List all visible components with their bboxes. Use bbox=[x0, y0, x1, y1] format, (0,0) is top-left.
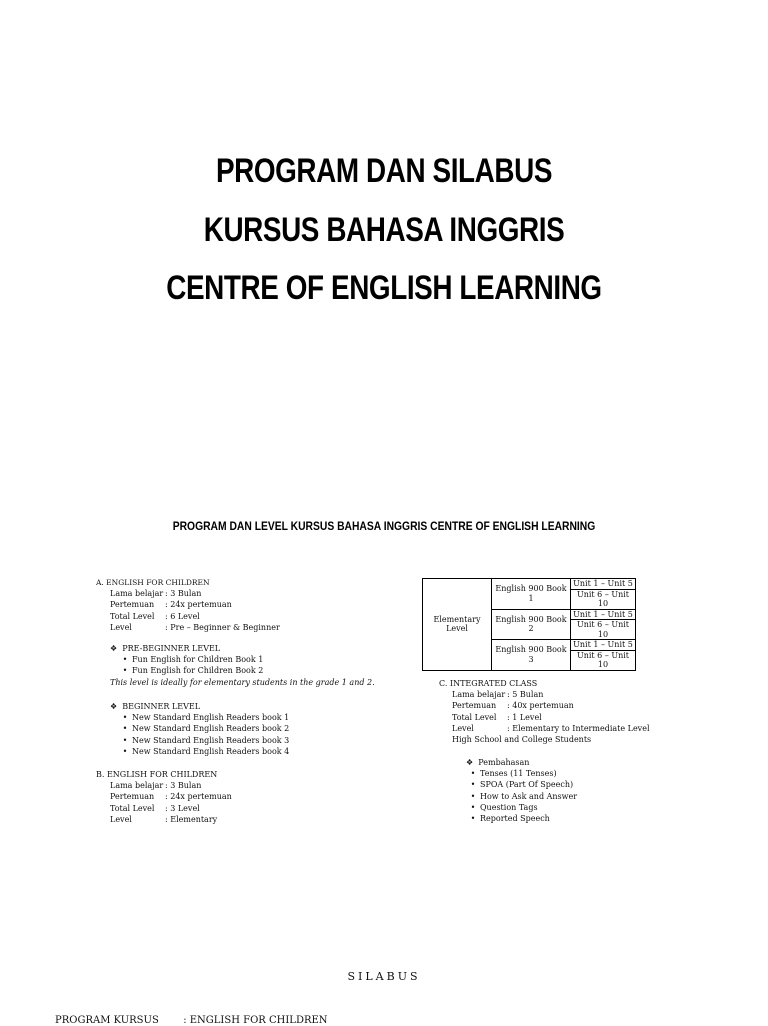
unit-cell: Unit 1 – Unit 5 bbox=[571, 579, 636, 590]
list-item-text: Question Tags bbox=[480, 802, 538, 812]
list-item bbox=[466, 768, 577, 779]
bullet-icon: • bbox=[470, 802, 476, 812]
list-item-text: How to Ask and Answer bbox=[480, 791, 578, 801]
audience-text: High School and College Students bbox=[452, 735, 592, 745]
list-item-text: SPOA (Part Of Speech) bbox=[480, 780, 574, 790]
info-value: : Pre – Beginner & Beginner bbox=[165, 622, 280, 632]
list-item-text: New Standard English Readers book 1 bbox=[132, 713, 290, 723]
info-row bbox=[110, 780, 232, 791]
diamond-bullet-icon: ❖ bbox=[466, 758, 474, 767]
bullet-icon: • bbox=[470, 769, 476, 779]
list-item-text: Tenses (11 Tenses) bbox=[480, 769, 557, 779]
info-row bbox=[110, 599, 280, 610]
section-c-heading: C. INTEGRATED CLASS bbox=[439, 679, 538, 688]
pembahasan-block bbox=[466, 757, 577, 824]
bullet-icon: • bbox=[122, 713, 128, 723]
title-line-1: PROGRAM DAN SILABUS bbox=[215, 152, 553, 190]
section-c bbox=[439, 678, 650, 745]
info-value: : 5 Bulan bbox=[507, 690, 544, 700]
info-value: : 3 Level bbox=[165, 803, 200, 813]
info-value: : 6 Level bbox=[165, 611, 200, 621]
info-key: Lama belajar bbox=[110, 589, 164, 599]
info-value: : Elementary bbox=[165, 814, 218, 824]
unit-cell: Unit 1 – Unit 5 bbox=[571, 640, 636, 651]
info-key: Total Level bbox=[110, 611, 155, 621]
list-item bbox=[466, 813, 577, 824]
list-item bbox=[466, 791, 577, 802]
section-b bbox=[96, 769, 232, 825]
list-item-text: New Standard English Readers book 3 bbox=[132, 735, 290, 745]
diamond-bullet-icon: ❖ bbox=[110, 702, 118, 711]
section-b-heading: B. ENGLISH FOR CHILDREN bbox=[96, 770, 218, 779]
bullet-icon: • bbox=[470, 780, 476, 790]
pre-beginner-heading: PRE-BEGINNER LEVEL bbox=[122, 644, 221, 653]
list-item-text: New Standard English Readers book 4 bbox=[132, 746, 290, 756]
bullet-icon: • bbox=[122, 666, 128, 676]
bullet-icon: • bbox=[470, 791, 476, 801]
info-value: : 3 Bulan bbox=[165, 781, 202, 791]
list-item bbox=[118, 665, 375, 676]
pembahasan-heading: Pembahasan bbox=[478, 758, 530, 767]
list-item bbox=[466, 802, 577, 813]
book-cell: English 900 Book 2 bbox=[492, 609, 571, 640]
diamond-bullet-icon: ❖ bbox=[110, 644, 118, 653]
list-item-text: Fun English for Children Book 1 bbox=[132, 655, 264, 665]
info-value: : 24x pertemuan bbox=[165, 792, 232, 802]
info-row bbox=[110, 622, 280, 633]
section-a-heading: A. ENGLISH FOR CHILDREN bbox=[96, 578, 210, 587]
pre-beginner-note: This level is ideally for elementary students in the grade 1 and 2. bbox=[110, 677, 375, 687]
beginner-block bbox=[110, 701, 289, 757]
bullet-icon: • bbox=[470, 814, 476, 824]
info-key: Level bbox=[452, 723, 474, 733]
bullet-icon: • bbox=[122, 746, 128, 756]
info-row bbox=[452, 700, 650, 711]
silabus-heading: SILABUS bbox=[347, 970, 421, 983]
bullet-icon: • bbox=[122, 735, 128, 745]
title-line-2: KURSUS BAHASA INGGRIS bbox=[203, 211, 565, 249]
info-row bbox=[110, 803, 232, 814]
level-cell: Elementary Level bbox=[423, 579, 492, 671]
info-row bbox=[110, 588, 280, 599]
info-key: Pertemuan bbox=[452, 701, 497, 711]
beginner-heading: BEGINNER LEVEL bbox=[122, 702, 201, 711]
info-row bbox=[110, 814, 232, 825]
unit-cell: Unit 6 – Unit 10 bbox=[571, 589, 636, 609]
level-table bbox=[422, 578, 636, 671]
list-item bbox=[118, 746, 289, 757]
info-value: : 40x pertemuan bbox=[507, 701, 574, 711]
list-item bbox=[118, 654, 375, 665]
info-value: : Elementary to Intermediate Level bbox=[507, 723, 650, 733]
info-row bbox=[452, 689, 650, 700]
info-row bbox=[452, 723, 650, 734]
list-item-text: New Standard English Readers book 2 bbox=[132, 724, 290, 734]
list-item-text: Reported Speech bbox=[480, 814, 550, 824]
program-kursus-label: PROGRAM KURSUS bbox=[55, 1015, 159, 1026]
bullet-icon: • bbox=[122, 655, 128, 665]
info-row bbox=[110, 791, 232, 802]
info-value: : 24x pertemuan bbox=[165, 600, 232, 610]
unit-cell: Unit 6 – Unit 10 bbox=[571, 620, 636, 640]
info-key: Total Level bbox=[110, 803, 155, 813]
info-key: Pertemuan bbox=[110, 792, 155, 802]
bullet-icon: • bbox=[122, 724, 128, 734]
unit-cell: Unit 1 – Unit 5 bbox=[571, 609, 636, 620]
info-value: : 1 Level bbox=[507, 712, 542, 722]
info-key: Lama belajar bbox=[452, 690, 506, 700]
program-level-heading: PROGRAM DAN LEVEL KURSUS BAHASA INGGRIS CENTRE OF ENGLISH LEARNING bbox=[172, 519, 596, 533]
info-key: Pertemuan bbox=[110, 600, 155, 610]
list-item-text: Fun English for Children Book 2 bbox=[132, 666, 264, 676]
list-item bbox=[118, 735, 289, 746]
list-item bbox=[118, 712, 289, 723]
program-kursus-value: : ENGLISH FOR CHILDREN bbox=[183, 1015, 328, 1026]
info-key: Level bbox=[110, 622, 132, 632]
info-key: Total Level bbox=[452, 712, 497, 722]
title-line-3: CENTRE OF ENGLISH LEARNING bbox=[166, 269, 602, 307]
info-row bbox=[452, 712, 650, 723]
info-row bbox=[110, 611, 280, 622]
list-item bbox=[118, 723, 289, 734]
info-key: Lama belajar bbox=[110, 781, 164, 791]
list-item bbox=[466, 779, 577, 790]
book-cell: English 900 Book 3 bbox=[492, 640, 571, 671]
book-cell: English 900 Book 1 bbox=[492, 579, 571, 610]
program-kursus-line bbox=[55, 1015, 328, 1026]
unit-cell: Unit 6 – Unit 10 bbox=[571, 650, 636, 670]
section-a bbox=[96, 577, 280, 633]
info-value: : 3 Bulan bbox=[165, 589, 202, 599]
pre-beginner-block bbox=[110, 643, 375, 688]
info-key: Level bbox=[110, 814, 132, 824]
